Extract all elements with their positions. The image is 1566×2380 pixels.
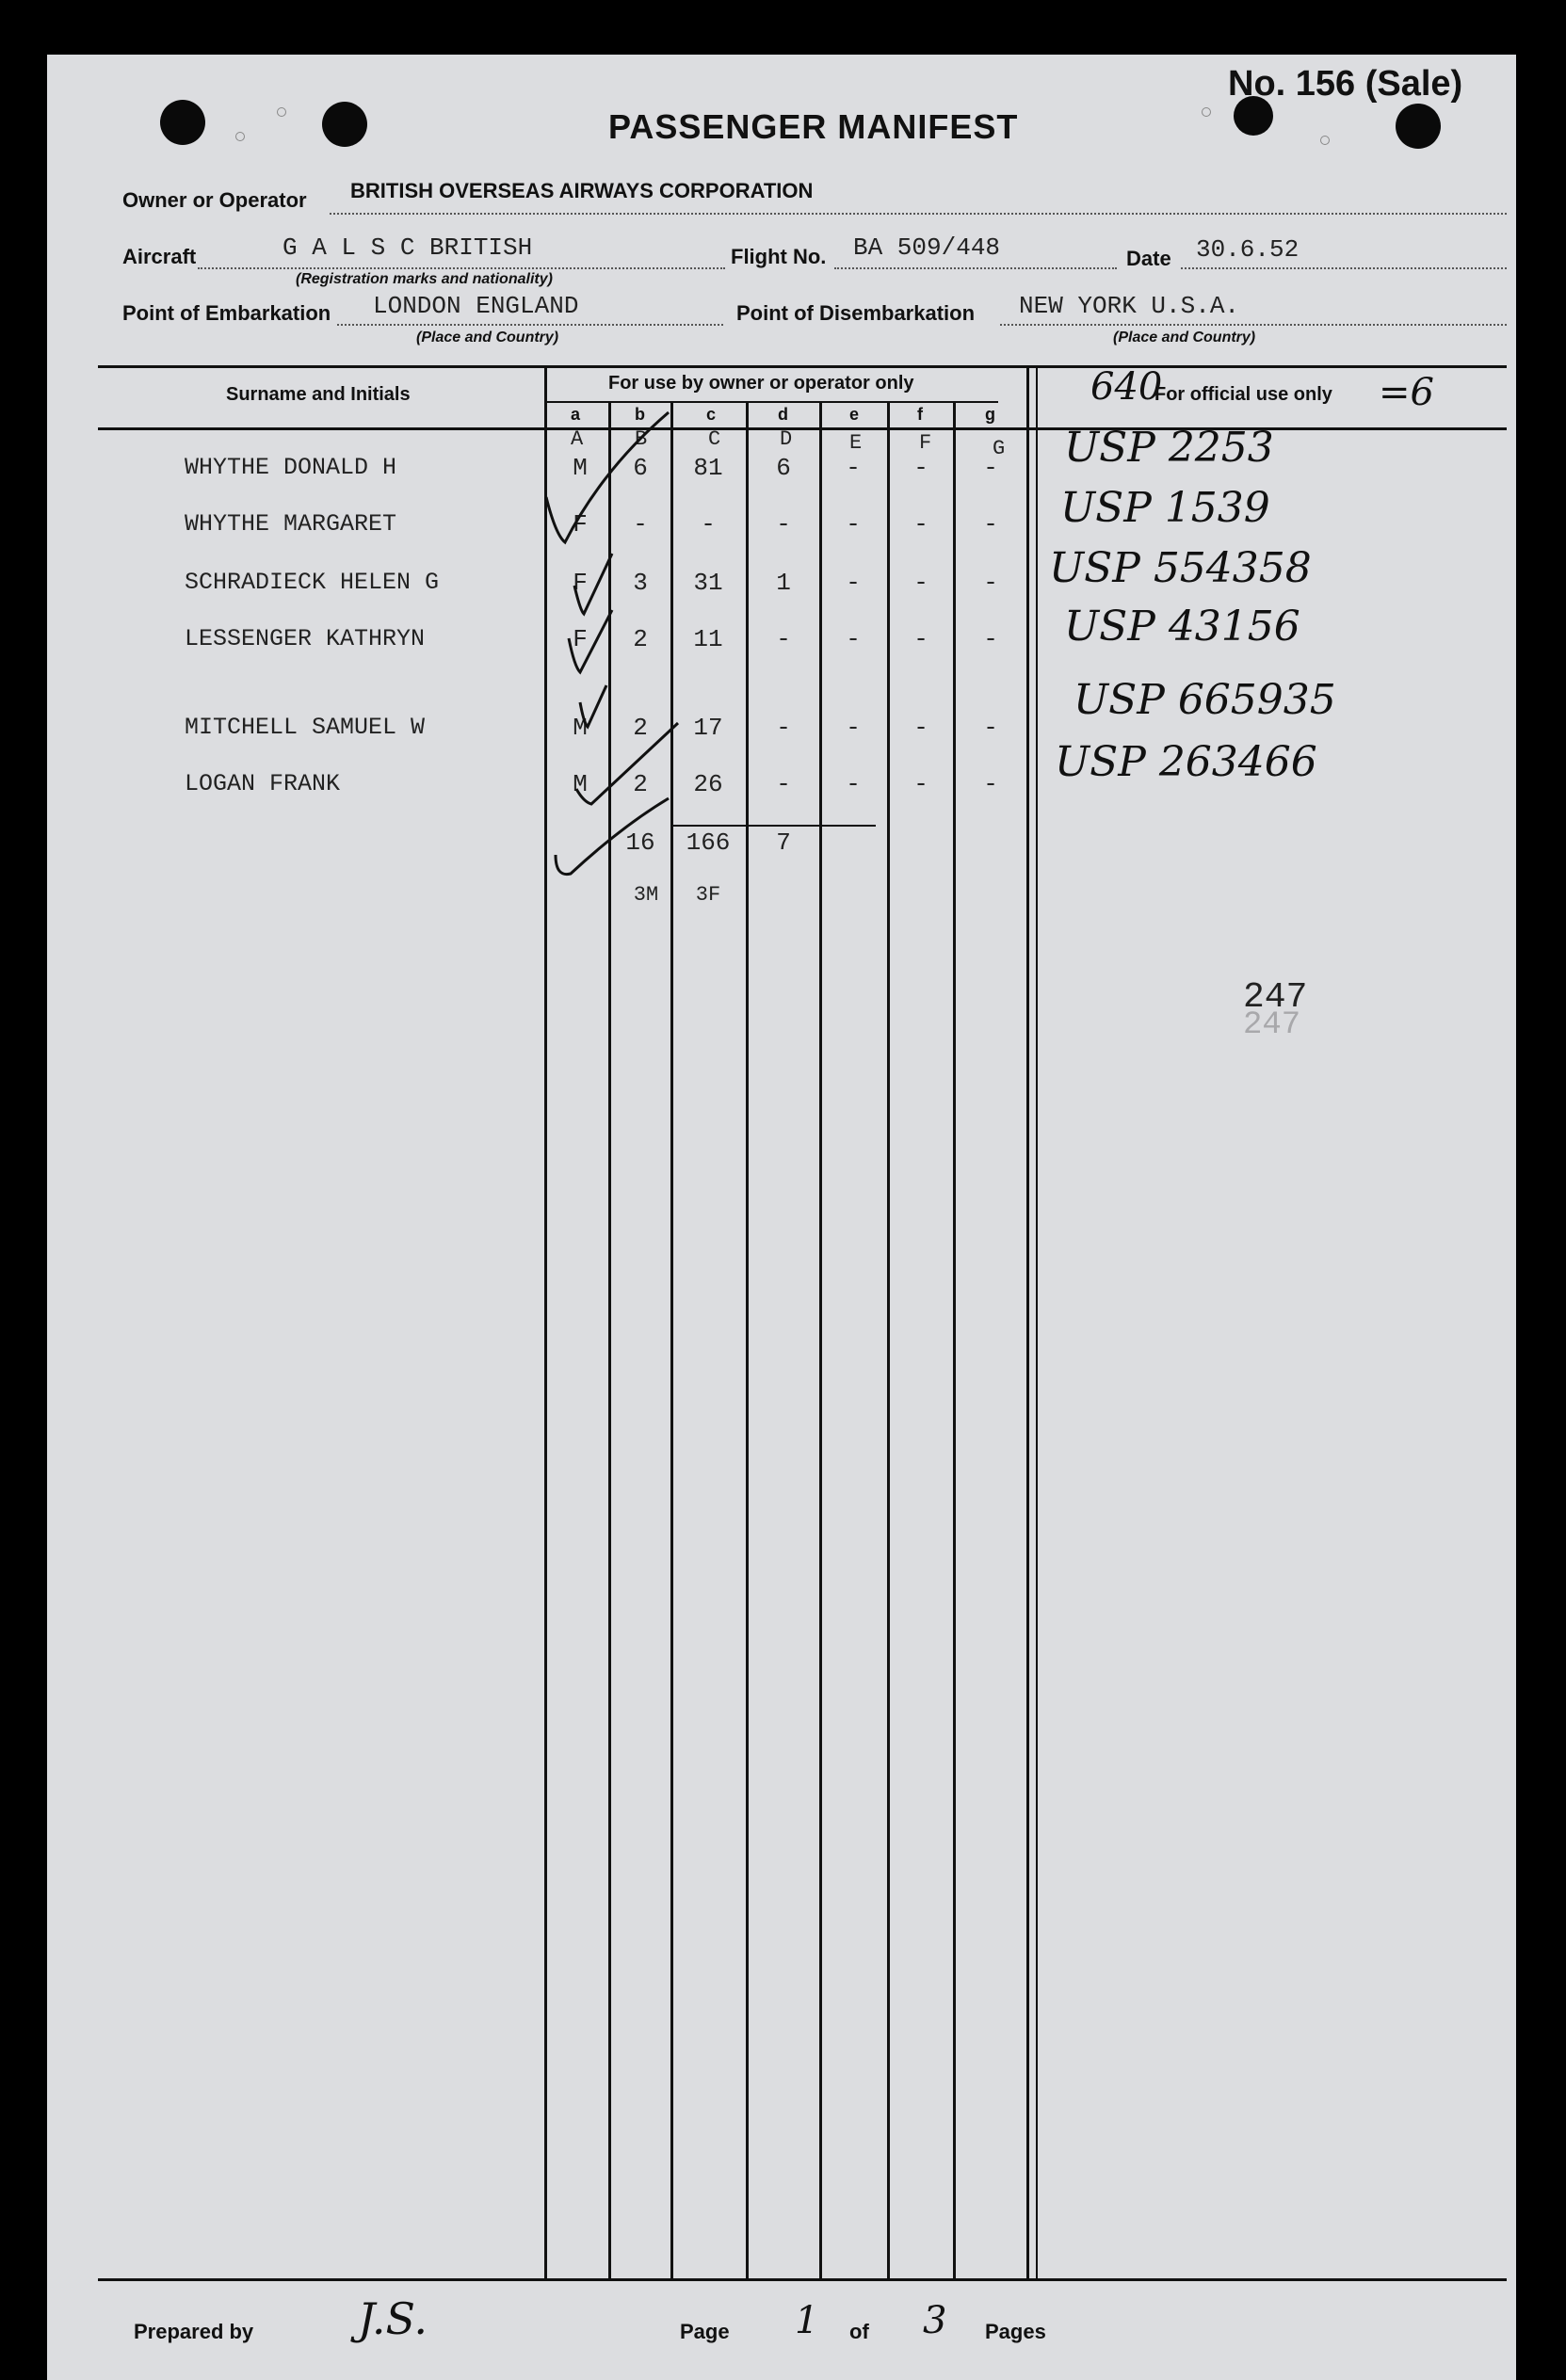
cell-a: F: [573, 569, 588, 597]
col-divider-f: [953, 403, 956, 2280]
col-divider-d: [819, 403, 822, 2280]
total-c: 166: [686, 828, 731, 857]
small-hole: [235, 132, 245, 141]
date-label: Date: [1126, 247, 1171, 270]
col-sub-b: B: [635, 427, 648, 451]
prepared-by-value: J.S.: [358, 2293, 428, 2344]
embarkation-sublabel: (Place and Country): [416, 330, 559, 346]
cell-f: -: [913, 454, 928, 482]
col-divider-g: [1026, 365, 1029, 2280]
owner-use-header: For use by owner or operator only: [608, 373, 914, 394]
cell-d: 1: [776, 569, 791, 597]
cell-b: 2: [633, 625, 648, 653]
col-divider-g2: [1036, 365, 1038, 2280]
passenger-name: LESSENGER KATHRYN: [185, 625, 426, 652]
cell-f: -: [913, 625, 928, 653]
cell-g: -: [983, 454, 998, 482]
disembarkation-value: NEW YORK U.S.A.: [1019, 292, 1240, 320]
aircraft-label: Aircraft: [122, 245, 197, 268]
pages-label: Pages: [985, 2320, 1046, 2343]
official-use-entry: USP 1539: [1060, 484, 1270, 532]
stamp-number-faint: 247: [1243, 1007, 1301, 1043]
cell-g: -: [983, 625, 998, 653]
disembarkation-sublabel: (Place and Country): [1113, 330, 1256, 346]
cell-b: -: [633, 510, 648, 539]
cell-e: -: [846, 569, 861, 597]
cell-e: -: [846, 770, 861, 798]
small-hole: [277, 107, 286, 117]
official-use-entry: USP 554358: [1049, 544, 1312, 592]
cell-a: M: [573, 770, 588, 798]
aircraft-line: [198, 267, 725, 269]
cell-d: -: [776, 770, 791, 798]
disembarkation-label: Point of Disembarkation: [736, 301, 976, 325]
cell-a: F: [573, 625, 588, 653]
cell-f: -: [913, 510, 928, 539]
cell-b: 6: [633, 454, 648, 482]
official-use-header: For official use only: [1154, 384, 1332, 405]
col-letter-e: e: [849, 405, 860, 424]
manifest-sheet: [47, 55, 1516, 2380]
col-sub-f: F: [919, 431, 932, 455]
cell-g: -: [983, 714, 998, 742]
surname-header: Surname and Initials: [226, 384, 411, 405]
col-divider-c: [746, 403, 749, 2280]
of-label: of: [849, 2320, 869, 2343]
official-use-entry: USP 665935: [1074, 676, 1336, 724]
flight-line: [834, 267, 1117, 269]
col-letter-g: g: [985, 405, 995, 424]
page-value: 1: [795, 2299, 819, 2342]
passenger-name: LOGAN FRANK: [185, 770, 341, 797]
col-sub-d: D: [780, 427, 793, 451]
footer-line: [98, 2278, 1507, 2281]
owner-line: [330, 213, 1507, 215]
cell-e: -: [846, 625, 861, 653]
cell-d: -: [776, 510, 791, 539]
cell-c: 31: [693, 569, 723, 597]
official-use-entry: USP 2253: [1064, 424, 1274, 472]
gender-count-f: 3F: [695, 883, 721, 907]
cell-b: 2: [633, 770, 648, 798]
col-sub-e: E: [849, 431, 863, 455]
small-hole: [1202, 107, 1211, 117]
total-b: 16: [625, 828, 655, 857]
col-sub-g: G: [993, 437, 1006, 460]
passenger-name: WHYTHE DONALD H: [185, 454, 397, 481]
cell-b: 3: [633, 569, 648, 597]
cell-f: -: [913, 770, 928, 798]
col-letter-f: f: [917, 405, 923, 424]
page-label: Page: [680, 2320, 730, 2343]
embarkation-line: [337, 324, 723, 326]
col-letter-c: c: [706, 405, 717, 424]
date-value: 30.6.52: [1196, 235, 1300, 264]
cell-d: -: [776, 714, 791, 742]
cell-c: 81: [693, 454, 723, 482]
cell-f: -: [913, 569, 928, 597]
cell-f: -: [913, 714, 928, 742]
flight-value: BA 509/448: [853, 233, 1001, 262]
disembarkation-line: [1000, 324, 1507, 326]
owner-value: BRITISH OVERSEAS AIRWAYS CORPORATION: [350, 179, 814, 202]
table-top-line: [98, 365, 1507, 368]
cell-e: -: [846, 454, 861, 482]
official-use-entry: USP 43156: [1064, 603, 1300, 651]
official-note-right: =6: [1379, 371, 1434, 414]
col-sub-c: C: [708, 427, 721, 451]
cell-g: -: [983, 510, 998, 539]
passenger-name: SCHRADIECK HELEN G: [185, 569, 440, 596]
aircraft-sublabel: (Registration marks and nationality): [296, 271, 553, 287]
official-note-left: 640: [1090, 365, 1163, 409]
cell-c: 11: [693, 625, 723, 653]
cell-d: -: [776, 625, 791, 653]
checkmark-column-a: [490, 384, 706, 892]
col-sub-a: A: [571, 427, 584, 451]
prepared-by-label: Prepared by: [134, 2320, 254, 2343]
gender-count-m: 3M: [633, 883, 659, 907]
cell-e: -: [846, 714, 861, 742]
cell-e: -: [846, 510, 861, 539]
embarkation-value: LONDON ENGLAND: [373, 292, 579, 320]
col-letter-d: d: [778, 405, 788, 424]
cell-c: -: [701, 510, 716, 539]
totals-line: [670, 825, 876, 827]
total-d: 7: [776, 828, 791, 857]
cell-a: M: [573, 714, 588, 742]
col-letter-b: b: [635, 405, 645, 424]
cell-d: 6: [776, 454, 791, 482]
official-use-entry: USP 263466: [1055, 738, 1317, 786]
passenger-name: WHYTHE MARGARET: [185, 510, 397, 538]
cell-g: -: [983, 569, 998, 597]
embarkation-label: Point of Embarkation: [122, 301, 331, 325]
col-letter-a: a: [571, 405, 581, 424]
flight-label: Flight No.: [731, 245, 827, 268]
page-title: PASSENGER MANIFEST: [608, 107, 1019, 146]
punch-hole-left-2: [322, 102, 367, 147]
cell-c: 17: [693, 714, 723, 742]
cell-g: -: [983, 770, 998, 798]
pages-value: 3: [923, 2299, 947, 2342]
document-number: No. 156 (Sale): [1228, 64, 1463, 104]
cell-a: F: [573, 510, 588, 539]
owner-label: Owner or Operator: [122, 188, 307, 212]
header-bottom-line: [98, 427, 1507, 430]
passenger-name: MITCHELL SAMUEL W: [185, 714, 426, 741]
punch-hole-right-2: [1396, 104, 1441, 149]
stamp-number: 247: [1243, 977, 1308, 1018]
cell-b: 2: [633, 714, 648, 742]
punch-hole-left-1: [160, 100, 205, 145]
col-divider-e: [887, 403, 890, 2280]
small-hole: [1320, 136, 1330, 145]
date-line: [1181, 267, 1507, 269]
cell-a: M: [573, 454, 588, 482]
cell-c: 26: [693, 770, 723, 798]
aircraft-value: G A L S C BRITISH: [283, 233, 533, 262]
